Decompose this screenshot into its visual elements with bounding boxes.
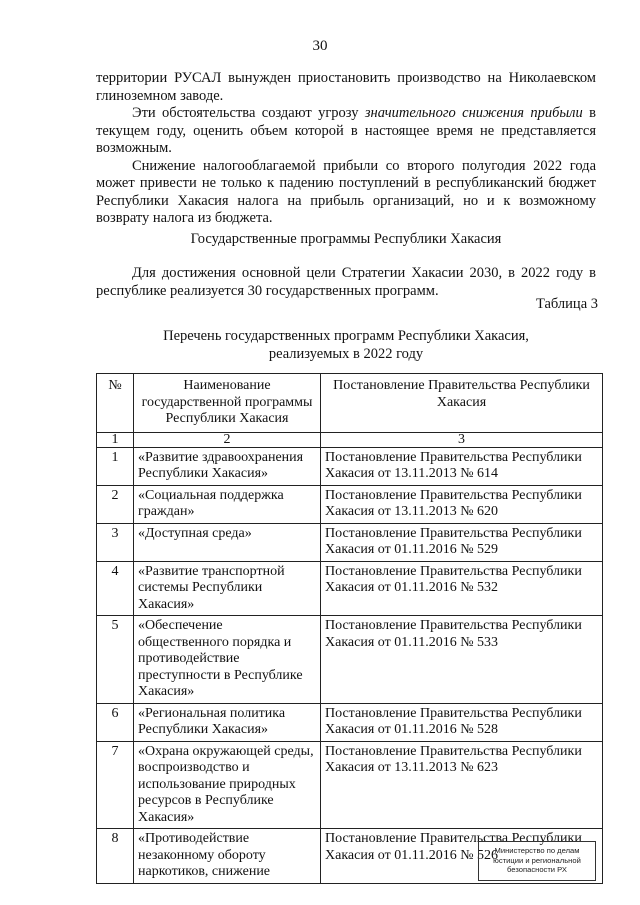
table-row <box>97 523 603 561</box>
header-decree: Постановление Правительства Республики Хакасия <box>321 374 603 433</box>
table-row <box>97 447 603 485</box>
header-number: № <box>97 374 134 433</box>
paragraph: Снижение налогооблагаемой прибыли со второго полугодия 2022 года может привести не только к падению поступлений в республиканский бюджет Республики Хакасия налога на прибыль организаций, но и к возможному возврату налога из бюджета. <box>96 157 596 226</box>
column-number-row <box>97 432 603 447</box>
column-number: 2 <box>134 432 321 447</box>
row-number: 1 <box>97 447 134 485</box>
row-number: 2 <box>97 485 134 523</box>
table-row <box>97 616 603 704</box>
program-name: «Противодействие незаконному обороту наркотиков, снижение <box>134 829 321 884</box>
decree: Постановление Правительства Республики Хакасия от 01.11.2016 № 533 <box>321 616 603 704</box>
program-name: «Охрана окружающей среды, воспроизводство и использование природных ресурсов в Республике Хакасия» <box>134 741 321 829</box>
table-label: Таблица 3 <box>535 296 598 312</box>
decree: Постановление Правительства Республики Хакасия от 01.11.2016 № 526 <box>321 829 603 884</box>
program-name: «Социальная поддержка граждан» <box>134 485 321 523</box>
section-heading: Государственные программы Республики Хакасия <box>190 231 502 247</box>
decree: Постановление Правительства Республики Хакасия от 13.11.2013 № 614 <box>321 447 603 485</box>
intro-text <box>96 265 596 300</box>
table-header-row <box>97 374 603 433</box>
table-row <box>97 703 603 741</box>
row-number: 8 <box>97 829 134 884</box>
table-title: Перечень государственных программ Республики Хакасия, реализуемых в 2022 году <box>163 328 529 362</box>
paragraph: Для достижения основной цели Стратегии Хакасии 2030, в 2022 году в республике реализуется 30 государственных программ. <box>96 265 596 299</box>
row-number: 3 <box>97 523 134 561</box>
row-number: 6 <box>97 703 134 741</box>
program-name: «Развитие здравоохранения Республики Хакасия» <box>134 447 321 485</box>
column-number: 1 <box>97 432 134 447</box>
decree: Постановление Правительства Республики Хакасия от 01.11.2016 № 528 <box>321 703 603 741</box>
page-number: 30 <box>312 38 328 54</box>
row-number: 7 <box>97 741 134 829</box>
column-number: 3 <box>321 432 603 447</box>
program-name: «Развитие транспортной системы Республики Хакасия» <box>134 561 321 616</box>
row-number: 5 <box>97 616 134 704</box>
paragraph: Эти обстоятельства создают угрозу значительного снижения прибыли в текущем году, оценить объем которой в настоящее время не представляется возможным. <box>96 105 596 156</box>
row-number: 4 <box>97 561 134 616</box>
ministry-stamp: Министерство по делам юстиции и региональной безопасности РХ <box>478 841 596 881</box>
decree: Постановление Правительства Республики Хакасия от 01.11.2016 № 529 <box>321 523 603 561</box>
decree: Постановление Правительства Республики Хакасия от 13.11.2013 № 620 <box>321 485 603 523</box>
program-name: «Доступная среда» <box>134 523 321 561</box>
body-text <box>96 70 596 228</box>
table-row <box>97 741 603 829</box>
table-row <box>97 561 603 616</box>
header-program-name: Наименование государственной программы Республики Хакасия <box>134 374 321 433</box>
program-name: «Обеспечение общественного порядка и противодействие преступности в Республике Хакасия» <box>134 616 321 704</box>
table-row <box>97 485 603 523</box>
programs-table <box>96 373 603 884</box>
decree: Постановление Правительства Республики Хакасия от 13.11.2013 № 623 <box>321 741 603 829</box>
decree: Постановление Правительства Республики Хакасия от 01.11.2016 № 532 <box>321 561 603 616</box>
emphasis-text: значительного снижения прибыли <box>364 105 583 121</box>
program-name: «Региональная политика Республики Хакасия» <box>134 703 321 741</box>
paragraph: территории РУСАЛ вынужден приостановить производство на Николаевском глиноземном заводе. <box>96 70 596 104</box>
